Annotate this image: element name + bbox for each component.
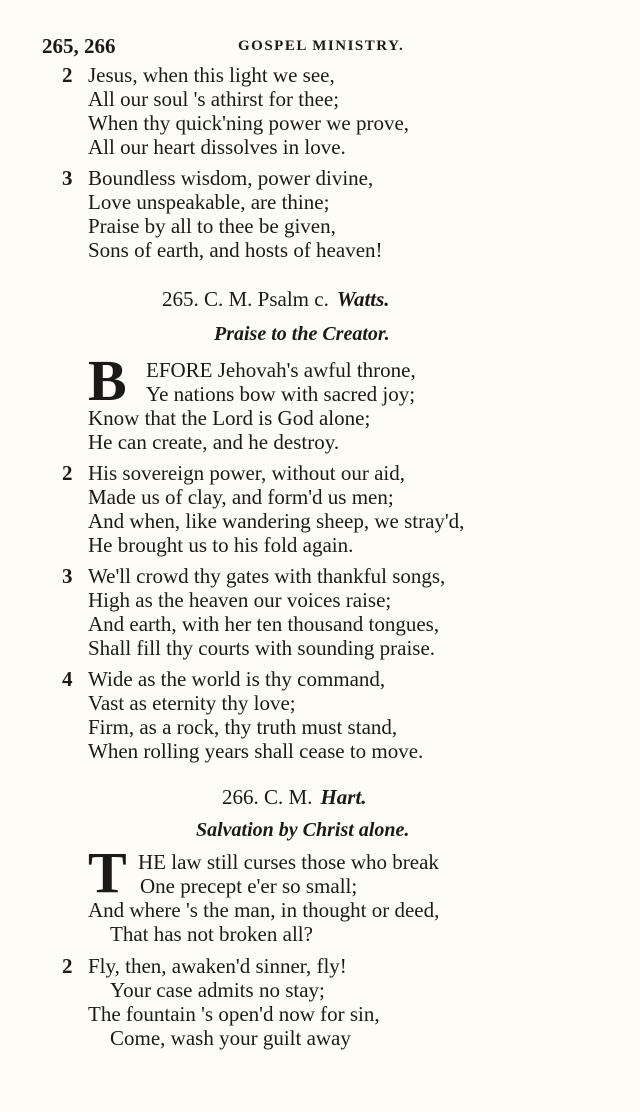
stanza-number: 3 <box>62 166 73 190</box>
verse-line: EFORE Jehovah's awful throne, <box>146 358 416 382</box>
hymn-subtitle: Salvation by Christ alone. <box>196 819 410 841</box>
hymn-number-meter: 265. C. M. Psalm c. <box>162 287 329 311</box>
verse-line: Sons of earth, and hosts of heaven! <box>88 238 383 262</box>
stanza-number: 3 <box>62 564 73 588</box>
stanza-number: 2 <box>62 954 73 978</box>
verse-line: Praise by all to thee be given, <box>88 214 336 238</box>
verse-line: Come, wash your guilt away <box>110 1026 351 1050</box>
running-title: GOSPEL MINISTRY. <box>238 38 405 54</box>
verse-line: He brought us to his fold again. <box>88 533 354 557</box>
verse-line: Made us of clay, and form'd us men; <box>88 485 394 509</box>
verse-line: All our heart dissolves in love. <box>88 135 346 159</box>
verse-line: And when, like wandering sheep, we stray'd, <box>88 509 465 533</box>
verse-line: We'll crowd thy gates with thankful songs, <box>88 564 446 588</box>
verse-line: And earth, with her ten thousand tongues, <box>88 612 440 636</box>
verse-line: Wide as the world is thy command, <box>88 667 386 691</box>
verse-line: The fountain 's open'd now for sin, <box>88 1002 380 1026</box>
verse-line: He can create, and he destroy. <box>88 430 340 454</box>
page-header <box>42 34 602 58</box>
verse-line: Your case admits no stay; <box>110 978 325 1002</box>
verse-line: Firm, as a rock, thy truth must stand, <box>88 715 398 739</box>
verse-line: Shall fill thy courts with sounding praise. <box>88 636 436 660</box>
hymn-subtitle: Praise to the Creator. <box>214 323 390 345</box>
verse-line: His sovereign power, without our aid, <box>88 461 406 485</box>
stanza-number: 4 <box>62 667 73 691</box>
verse-line: Vast as eternity thy love; <box>88 691 296 715</box>
hymn-title <box>162 287 390 311</box>
hymn-author: Hart. <box>320 785 367 809</box>
verse-line: Fly, then, awaken'd sinner, fly! <box>88 954 347 978</box>
verse-line: HE law still curses those who break <box>138 850 439 874</box>
verse-line: And where 's the man, in thought or deed, <box>88 898 440 922</box>
stanza-number: 2 <box>62 63 73 87</box>
verse-line: Ye nations bow with sacred joy; <box>146 382 416 406</box>
verse-line: When thy quick'ning power we prove, <box>88 111 410 135</box>
hymn-author: Watts. <box>336 287 390 311</box>
verse-line: Boundless wisdom, power divine, <box>88 166 374 190</box>
verse-line: That has not broken all? <box>110 922 313 946</box>
verse-line: One precept e'er so small; <box>140 874 358 898</box>
hymn-number-meter: 266. C. M. <box>222 785 313 809</box>
stanza-number: 2 <box>62 461 73 485</box>
drop-cap: T <box>88 840 127 905</box>
verse-line: Love unspeakable, are thine; <box>88 190 330 214</box>
page-numbers: 265, 266 <box>42 34 116 58</box>
verse-line: When rolling years shall cease to move. <box>88 739 424 763</box>
verse-line: High as the heaven our voices raise; <box>88 588 392 612</box>
verse-line: All our soul 's athirst for thee; <box>88 87 340 111</box>
drop-cap: B <box>88 348 127 413</box>
verse-line: Know that the Lord is God alone; <box>88 406 371 430</box>
verse-line: Jesus, when this light we see, <box>88 63 335 87</box>
hymn-title <box>222 785 367 809</box>
